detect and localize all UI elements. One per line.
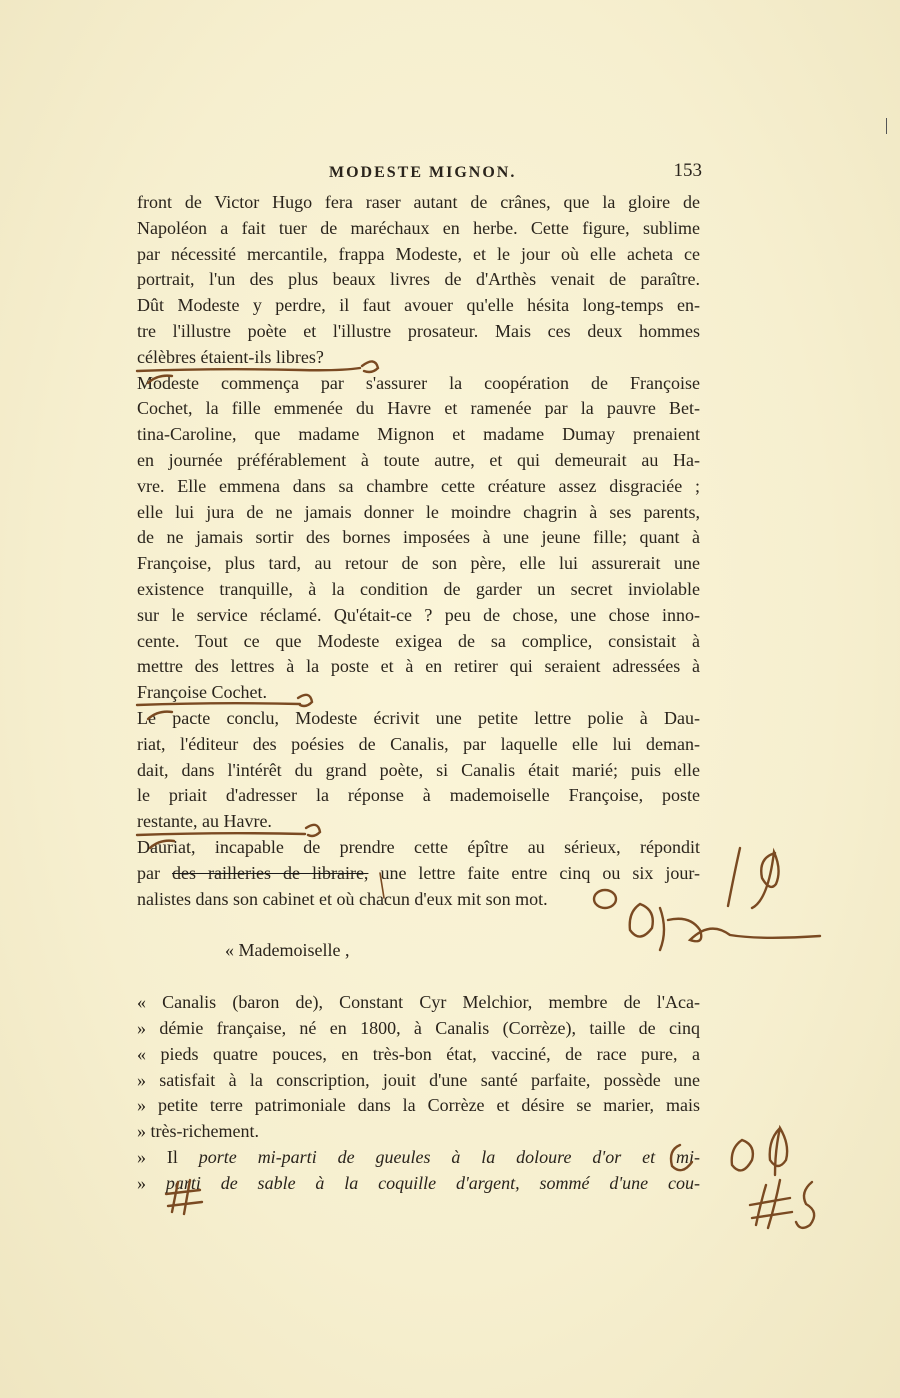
text-line: célèbres étaient-ils libres?: [137, 346, 324, 367]
quote-prefix: » Il: [137, 1146, 199, 1167]
text-line: sur le service réclamé. Qu'était-ce ? peu de chose, une chose inno-: [137, 604, 700, 625]
text-line-with-strike: [137, 861, 700, 887]
paragraph-3: [137, 706, 700, 835]
paragraph-2: [137, 371, 700, 706]
text-line: Napoléon a fait tuer de maréchaux en herbe. Cette figure, sublime: [137, 217, 700, 238]
quote-line: » démie française, né en 1800, à Canalis (Corrèze), taille de cinq: [137, 1017, 700, 1038]
text-line: Dût Modeste y perdre, il faut avouer qu'elle hésita long-temps en-: [137, 295, 700, 316]
text-line: tina-Caroline, que madame Mignon et madame Dumay prenaient: [137, 424, 700, 445]
margin-stroke: [728, 848, 740, 906]
running-title: MODESTE MIGNON.: [329, 164, 517, 181]
text-line: de ne jamais sortir des bornes imposées à une jeune fille; quant à: [137, 527, 700, 548]
quote-prefix: »: [137, 1172, 166, 1193]
text-fragment: une lettre faite entre cinq ou six jour-: [368, 862, 701, 883]
quote-line: « pieds quatre pouces, en très-bon état, vacciné, de race pure, a: [137, 1043, 700, 1064]
text-line: tre l'illustre poète et l'illustre prosateur. Mais ces deux hommes: [137, 320, 700, 341]
spacer: [137, 912, 700, 938]
quote-line: » très-richement.: [137, 1121, 259, 1142]
struck-text: des railleries de libraire,: [172, 862, 369, 883]
margin-stroke: [750, 1180, 792, 1228]
text-line: Cochet, la fille emmenée du Havre et ramenée par la pauvre Bet-: [137, 398, 700, 419]
text-line: cente. Tout ce que Modeste exigea de sa complice, consistait à: [137, 630, 700, 651]
text-line: le priait d'adresser la réponse à mademoiselle Françoise, poste: [137, 785, 700, 806]
text-line: Françoise Cochet.: [137, 682, 267, 703]
text-line: nalistes dans son cabinet et où chacun d'eux mit son mot.: [137, 888, 548, 909]
margin-stroke: [796, 1182, 814, 1228]
margin-stroke: [770, 1128, 787, 1175]
quote-line: » satisfait à la conscription, jouit d'une santé parfaite, possède une: [137, 1069, 700, 1090]
italic-text: porte mi-parti de gueules à la doloure d'or et mi-: [198, 1146, 701, 1167]
spacer: [137, 964, 700, 990]
text-line: vre. Elle emmena dans sa chambre cette créature assez disgraciée ;: [137, 475, 700, 496]
text-line: portrait, l'un des plus beaux livres de d'Arthès venait de paraître.: [137, 269, 700, 290]
text-line: Modeste commença par s'assurer la coopération de Françoise: [137, 372, 700, 393]
text-line: Françoise, plus tard, au retour de son père, elle lui assurerait une: [137, 553, 700, 574]
text-line: front de Victor Hugo fera raser autant de crânes, que la gloire de: [137, 192, 700, 212]
text-line: par nécessité mercantile, frappa Modeste, et le jour où elle acheta ce: [137, 243, 700, 264]
body-text: [137, 190, 700, 1196]
text-fragment: par: [137, 862, 172, 883]
text-line: elle lui jura de ne jamais donner le moindre chagrin à ses parents,: [137, 501, 700, 522]
italic-quote-line: [137, 1171, 700, 1197]
edge-mark: [886, 118, 887, 134]
italic-quote-line: [137, 1145, 700, 1171]
paragraph-4: [137, 835, 700, 912]
margin-stroke: [732, 1140, 753, 1170]
text-line: Le pacte conclu, Modeste écrivit une petite lettre polie à Dau-: [137, 707, 700, 728]
quote-line: « Canalis (baron de), Constant Cyr Melchior, membre de l'Aca-: [137, 992, 700, 1013]
text-line: riat, l'éditeur des poésies de Canalis, par laquelle elle lui deman-: [137, 733, 700, 754]
running-header: [137, 160, 702, 186]
text-line: Dauriat, incapable de prendre cette épître au sérieux, répondit: [137, 836, 700, 857]
margin-stroke: [752, 852, 779, 908]
text-line: restante, au Havre.: [137, 811, 272, 832]
quote-line: » petite terre patrimoniale dans la Corrèze et désire se marier, mais: [137, 1095, 700, 1116]
page-number: 153: [673, 160, 702, 181]
text-line: en journée préférablement à toute autre, et qui demeurait au Ha-: [137, 449, 700, 470]
text-line: existence tranquille, à la condition de garder un secret inviolable: [137, 578, 700, 599]
letter-salutation: « Mademoiselle ,: [225, 940, 350, 961]
italic-text: parti de sable à la coquille d'argent, sommé d'une cou-: [165, 1172, 701, 1193]
text-line: mettre des lettres à la poste et à en retirer qui seraient adressées à: [137, 656, 700, 677]
letter-body: [137, 990, 700, 1196]
paragraph-1: [137, 190, 700, 371]
text-line: dait, dans l'intérêt du grand poète, si Canalis était marié; puis elle: [137, 759, 700, 780]
